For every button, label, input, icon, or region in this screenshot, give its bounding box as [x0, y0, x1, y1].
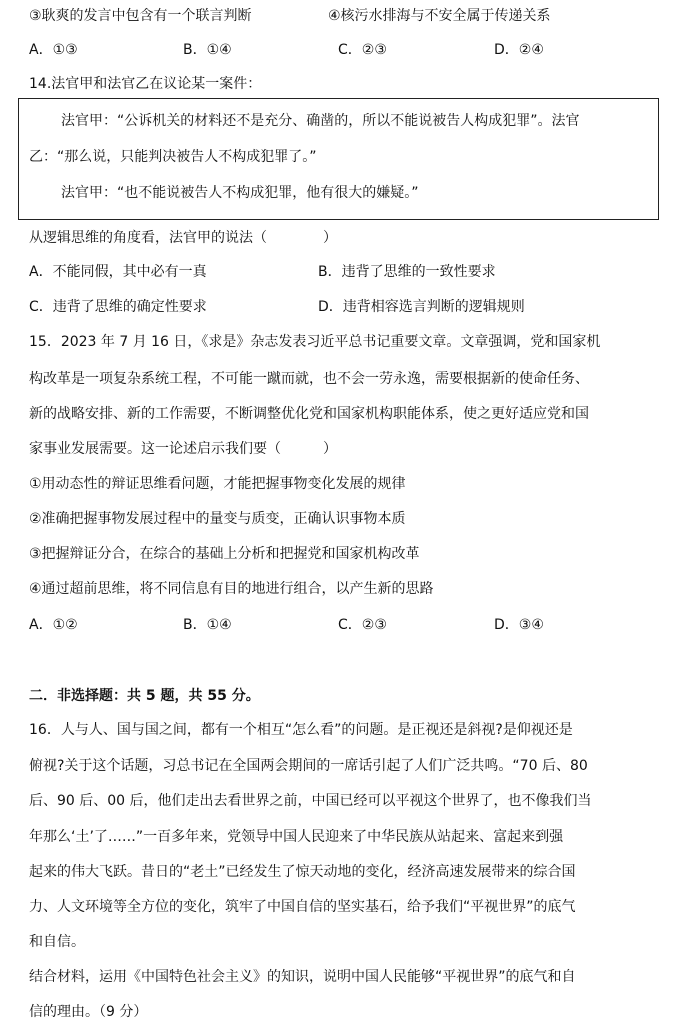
q15-statement-2: ②准确把握事物发展过程中的量变与质变，正确认识事物本质 — [29, 511, 406, 527]
q14-question: 从逻辑思维的角度看，法官甲的说法（ ） — [29, 230, 337, 246]
q16-line-2: 俯视?关于这个话题，习总书记在全国两会期间的一席话引起了人们广泛共鸣。“70 后、80 — [29, 758, 588, 774]
q14-box-line-3: 法官甲：“也不能说被告人不构成犯罪，他有很大的嫌疑。” — [61, 185, 419, 201]
q14-option-b: B．违背了思维的一致性要求 — [318, 264, 496, 280]
q16-line-4: 年那么‘土’了……”一百多年来，党领导中国人民迎来了中华民族从站起来、富起来到强 — [29, 829, 564, 845]
q15-option-c: C．②③ — [338, 617, 387, 633]
q16-line-6: 力、人文环境等全方位的变化，筑牢了中国自信的坚实基石，给予我们“平视世界”的底气 — [29, 899, 576, 915]
q16-line-5: 起来的伟大飞跃。昔日的“老土”已经发生了惊天动地的变化，经济高速发展带来的综合国 — [29, 864, 576, 880]
q14-box-line-1: 法官甲：“公诉机关的材料还不是充分、确凿的，所以不能说被告人构成犯罪”。法官 — [61, 113, 580, 129]
q15-option-b: B．①④ — [183, 617, 232, 633]
q14-option-d: D．违背相容选言判断的逻辑规则 — [318, 299, 525, 315]
q14-stem: 14.法官甲和法官乙在议论某一案件： — [29, 76, 262, 92]
q15-line-3: 新的战略安排、新的工作需要，不断调整优化党和国家机构职能体系，使之更好适应党和国 — [29, 406, 589, 422]
q15-statement-1: ①用动态性的辩证思维看问题，才能把握事物变化发展的规律 — [29, 476, 406, 492]
q16-line-7: 和自信。 — [29, 934, 85, 950]
q13-option-d: D．②④ — [494, 42, 544, 58]
q14-box-line-2: 乙：“那么说，只能判决被告人不构成犯罪了。” — [29, 149, 317, 165]
q16-line-1: 16．人与人、国与国之间，都有一个相互“怎么看”的问题。是正视还是斜视?是仰视还是 — [29, 722, 573, 738]
q16-line-3: 后、90 后、00 后，他们走出去看世界之前，中国已经可以平视这个世界了，也不像我们当 — [29, 793, 592, 809]
q15-option-d: D．③④ — [494, 617, 544, 633]
q14-option-a: A．不能同假，其中必有一真 — [29, 264, 207, 280]
q15-line-4: 家事业发展需要。这一论述启示我们要（ ） — [29, 441, 337, 457]
q13-statement-3: ③耿爽的发言中包含有一个联言判断 — [29, 8, 252, 24]
q13-statement-4: ④核污水排海与不安全属于传递关系 — [328, 8, 551, 24]
section-heading: 二．非选择题：共 5 题，共 55 分。 — [29, 688, 260, 704]
q14-option-c: C．违背了思维的确定性要求 — [29, 299, 207, 315]
q13-option-b: B．①④ — [183, 42, 232, 58]
q15-statement-3: ③把握辩证分合，在综合的基础上分析和把握党和国家机构改革 — [29, 546, 420, 562]
q14-material-box — [18, 98, 659, 220]
q15-statement-4: ④通过超前思维，将不同信息有目的地进行组合，以产生新的思路 — [29, 581, 434, 597]
q15-line-1: 15．2023 年 7 月 16 日，《求是》杂志发表习近平总书记重要文章。文章强调，党和国家机 — [29, 334, 601, 350]
q16-task-line-2: 信的理由。（9 分） — [29, 1004, 148, 1020]
q16-task-line-1: 结合材料，运用《中国特色社会主义》的知识，说明中国人民能够“平视世界”的底气和自 — [29, 969, 576, 985]
q13-option-a: A．①③ — [29, 42, 78, 58]
q15-option-a: A．①② — [29, 617, 78, 633]
q13-option-c: C．②③ — [338, 42, 387, 58]
q15-line-2: 构改革是一项复杂系统工程，不可能一蹴而就，也不会一劳永逸，需要根据新的使命任务、 — [29, 371, 589, 387]
